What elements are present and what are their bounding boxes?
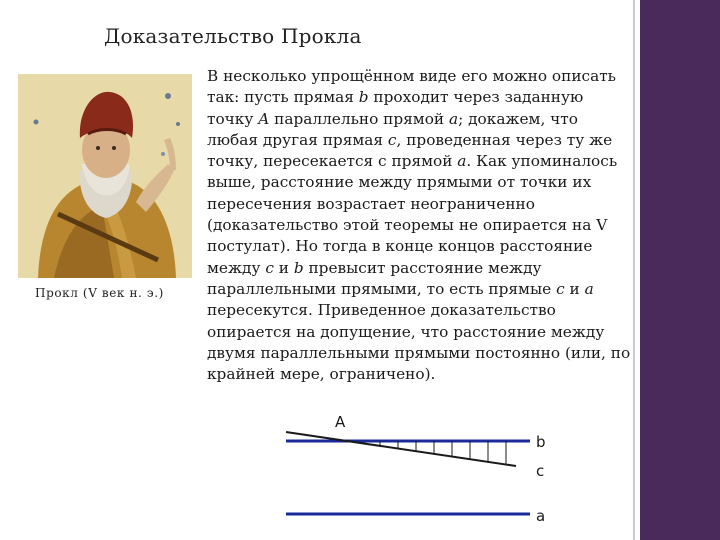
- point-A-label: A: [335, 413, 346, 431]
- variable-A: A: [258, 109, 270, 128]
- proof-paragraph: [207, 66, 631, 385]
- variable-c: c: [387, 130, 397, 149]
- variable-a: a: [448, 109, 459, 128]
- line-a-label: a: [536, 507, 546, 525]
- decorative-divider: [633, 0, 635, 540]
- variable-c: c: [265, 258, 274, 277]
- text-fragment: ; докажем, что любая другая прямая: [207, 109, 578, 149]
- proclus-portrait: [18, 74, 192, 278]
- text-fragment: и: [273, 258, 294, 277]
- variable-a: a: [457, 152, 467, 171]
- text-fragment: проходит через заданную точку: [207, 88, 584, 128]
- text-fragment: пересекутся. Приведенное доказательство опирается на допущение, что расстояние между двумя параллельными прямыми постоянно (или, по крайней мере, ограничено).: [207, 301, 631, 384]
- text-fragment: , проведенная через ту же точку, пересекается с прямой: [207, 130, 613, 171]
- proof-diagram: [280, 410, 560, 535]
- line-c-label: c: [536, 462, 545, 480]
- slide-title: Доказательство Прокла: [104, 24, 362, 48]
- text-fragment: и: [564, 279, 585, 298]
- variable-c: c: [556, 279, 565, 298]
- variable-b: b: [358, 88, 369, 107]
- portrait-caption: Прокл (V век н. э.): [35, 286, 164, 300]
- line-c: [286, 432, 516, 466]
- text-fragment: параллельно прямой: [269, 109, 449, 128]
- variable-b: b: [293, 258, 304, 277]
- text-fragment: превысит расстояние между параллельными прямыми, то есть прямые: [207, 258, 557, 298]
- variable-a: a: [584, 279, 594, 298]
- line-b-label: b: [536, 433, 546, 451]
- text-fragment: В несколько упрощённом виде его можно описать так: пусть прямая: [207, 67, 617, 107]
- decorative-side-bar: [640, 0, 720, 540]
- text-fragment: . Как упоминалось выше, расстояние между прямыми от точки их пересечения возрастает неограниченно (доказательство этой теоремы не опирается на V постулат). Но тогда в конце концов расстояние между: [207, 152, 618, 277]
